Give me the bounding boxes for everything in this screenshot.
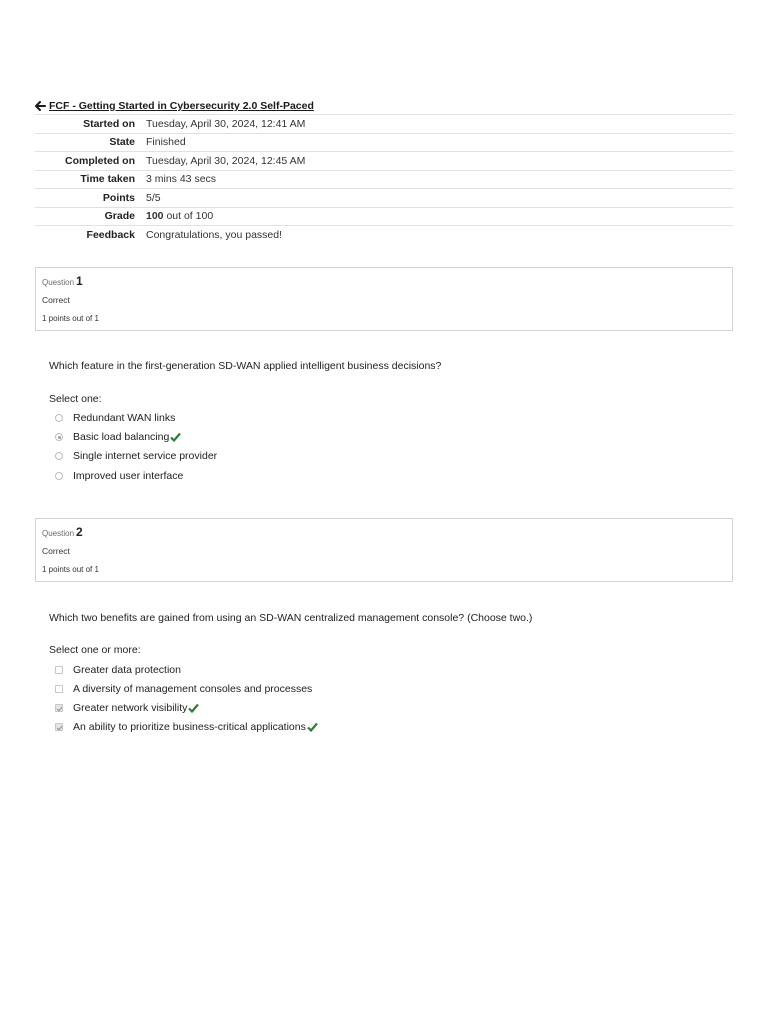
answer-prompt: Select one: xyxy=(49,393,102,405)
grade-score: 100 xyxy=(146,210,164,223)
summary-value: Tuesday, April 30, 2024, 12:41 AM xyxy=(141,115,733,134)
summary-row-state xyxy=(35,133,733,152)
checkbox[interactable] xyxy=(55,685,63,693)
summary-label: Started on xyxy=(35,115,141,134)
summary-row-grade xyxy=(35,207,733,226)
attempt-summary-table xyxy=(35,114,733,244)
answer-prompt: Select one or more: xyxy=(49,644,141,656)
summary-value: 5/5 xyxy=(141,189,733,208)
grade-total: out of 100 xyxy=(163,210,214,223)
question-text: Which feature in the first-generation SD-WAN applied intelligent business decisions? xyxy=(49,360,442,372)
answer-option[interactable] xyxy=(55,469,183,483)
question-grade: 1 points out of 1 xyxy=(42,565,99,574)
answer-option[interactable] xyxy=(55,682,312,696)
checkmark-icon xyxy=(188,703,199,713)
question-number-value: 2 xyxy=(76,525,83,539)
option-label: Single internet service provider xyxy=(73,450,218,462)
option-label: Greater data protection xyxy=(73,664,181,676)
option-label: Basic load balancing xyxy=(73,431,170,443)
summary-value xyxy=(141,207,733,226)
summary-label: Feedback xyxy=(35,226,141,244)
question-word: Question xyxy=(42,529,75,538)
question-number xyxy=(42,525,83,539)
option-label: Greater network visibility xyxy=(73,702,188,714)
answer-option[interactable] xyxy=(55,430,181,444)
summary-label: Grade xyxy=(35,207,141,226)
radio-button[interactable] xyxy=(55,472,63,480)
option-label: Redundant WAN links xyxy=(73,412,176,424)
question-info-box xyxy=(35,518,733,582)
answer-option[interactable] xyxy=(55,663,181,677)
summary-label: Time taken xyxy=(35,170,141,189)
option-label: A diversity of management consoles and processes xyxy=(73,683,313,695)
summary-label: State xyxy=(35,133,141,152)
summary-row-time xyxy=(35,170,733,189)
answer-option[interactable] xyxy=(55,701,199,715)
summary-label: Completed on xyxy=(35,152,141,171)
question-grade: 1 points out of 1 xyxy=(42,314,99,323)
summary-value: 3 mins 43 secs xyxy=(141,170,733,189)
summary-row-feedback xyxy=(35,226,733,244)
radio-button[interactable] xyxy=(55,452,63,460)
summary-value: Congratulations, you passed! xyxy=(141,226,733,244)
summary-value: Finished xyxy=(141,133,733,152)
summary-value: Tuesday, April 30, 2024, 12:45 AM xyxy=(141,152,733,171)
checkbox[interactable] xyxy=(55,666,63,674)
answer-option[interactable] xyxy=(55,449,217,463)
course-link[interactable]: FCF - Getting Started in Cybersecurity 2.0 Self-Paced xyxy=(49,100,314,112)
checkmark-icon xyxy=(307,722,318,732)
question-state: Correct xyxy=(42,546,70,556)
option-label: Improved user interface xyxy=(73,470,184,482)
checkbox-checked[interactable] xyxy=(55,723,63,731)
radio-button-selected[interactable] xyxy=(55,433,63,441)
question-state: Correct xyxy=(42,295,70,305)
radio-button[interactable] xyxy=(55,414,63,422)
answer-option[interactable] xyxy=(55,720,318,734)
option-label: An ability to prioritize business-critical applications xyxy=(73,721,306,733)
summary-row-started xyxy=(35,115,733,134)
question-number xyxy=(42,274,83,288)
back-navigation xyxy=(35,98,733,114)
question-text: Which two benefits are gained from using an SD-WAN centralized management console? (Choose two.) xyxy=(49,612,533,624)
question-info-box xyxy=(35,267,733,331)
arrow-left-icon[interactable] xyxy=(35,101,49,111)
question-word: Question xyxy=(42,278,75,287)
summary-label: Points xyxy=(35,189,141,208)
checkbox-checked[interactable] xyxy=(55,704,63,712)
summary-row-completed xyxy=(35,152,733,171)
answer-option[interactable] xyxy=(55,411,175,425)
question-number-value: 1 xyxy=(76,274,83,288)
summary-row-points xyxy=(35,189,733,208)
checkmark-icon xyxy=(170,432,181,442)
